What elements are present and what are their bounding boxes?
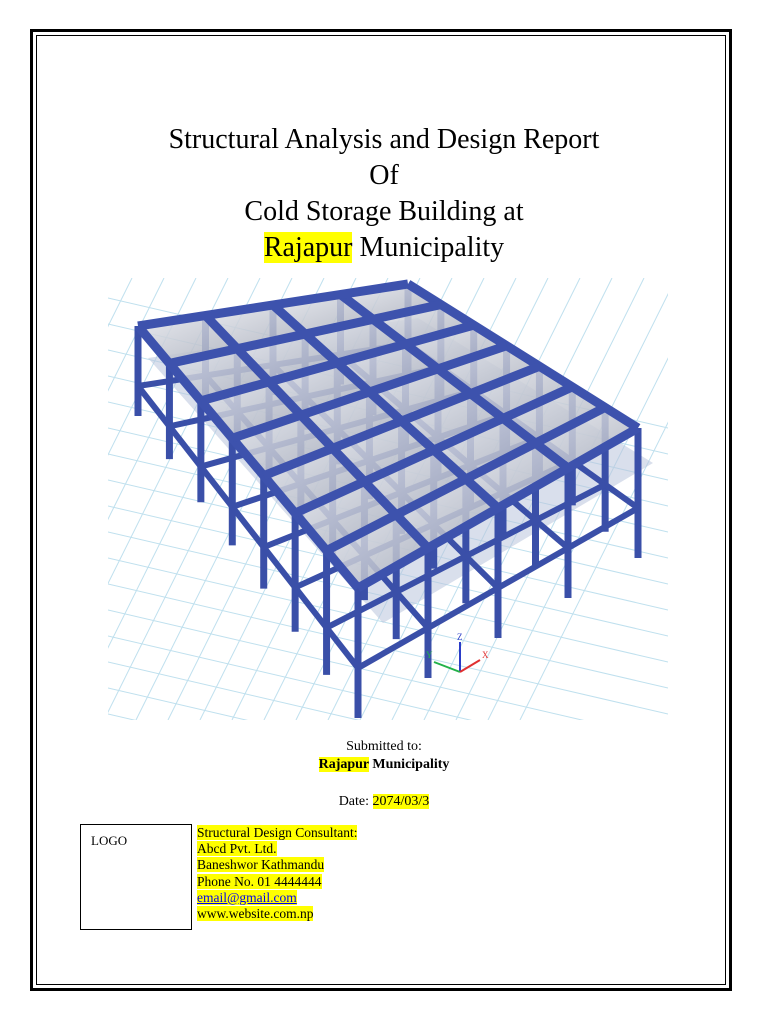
- axis-x-label: X: [482, 650, 489, 660]
- title-line-1: Structural Analysis and Design Report: [168, 124, 600, 155]
- consultant-address: Baneshwor Kathmandu: [197, 857, 325, 873]
- consultant-website: www.website.com.np: [197, 906, 314, 922]
- submitted-org-rest: Municipality: [368, 757, 450, 772]
- title-line-2: Of: [369, 160, 399, 191]
- title-line-3: Cold Storage Building at: [244, 196, 524, 227]
- logo-text: LOGO: [91, 833, 128, 848]
- title-line-4: [60, 230, 708, 266]
- submitted-label: Submitted to:: [346, 739, 422, 754]
- consultant-email-link[interactable]: email@gmail.com: [197, 889, 297, 905]
- consultant-block: [197, 825, 357, 922]
- consultant-heading: Structural Design Consultant:: [197, 825, 358, 840]
- axis-z-label: Z: [457, 632, 463, 642]
- date-line: [60, 793, 708, 811]
- structural-model-3d-figure: [108, 278, 668, 720]
- submitted-org-highlight: Rajapur: [318, 757, 369, 772]
- consultant-phone: Phone No. 01 4444444: [197, 873, 322, 889]
- submitted-org: [60, 756, 708, 774]
- title-location-highlight: Rajapur: [263, 232, 353, 263]
- date-value: 2074/03/3: [372, 794, 430, 809]
- report-title: [60, 122, 708, 266]
- consultant-company: Abcd Pvt. Ltd.: [197, 841, 277, 857]
- date-label: Date:: [338, 794, 373, 809]
- axis-y-label: Y: [426, 650, 433, 660]
- submitted-to-block: [60, 738, 708, 774]
- title-location-rest: Municipality: [352, 232, 505, 263]
- logo-placeholder: [80, 824, 192, 930]
